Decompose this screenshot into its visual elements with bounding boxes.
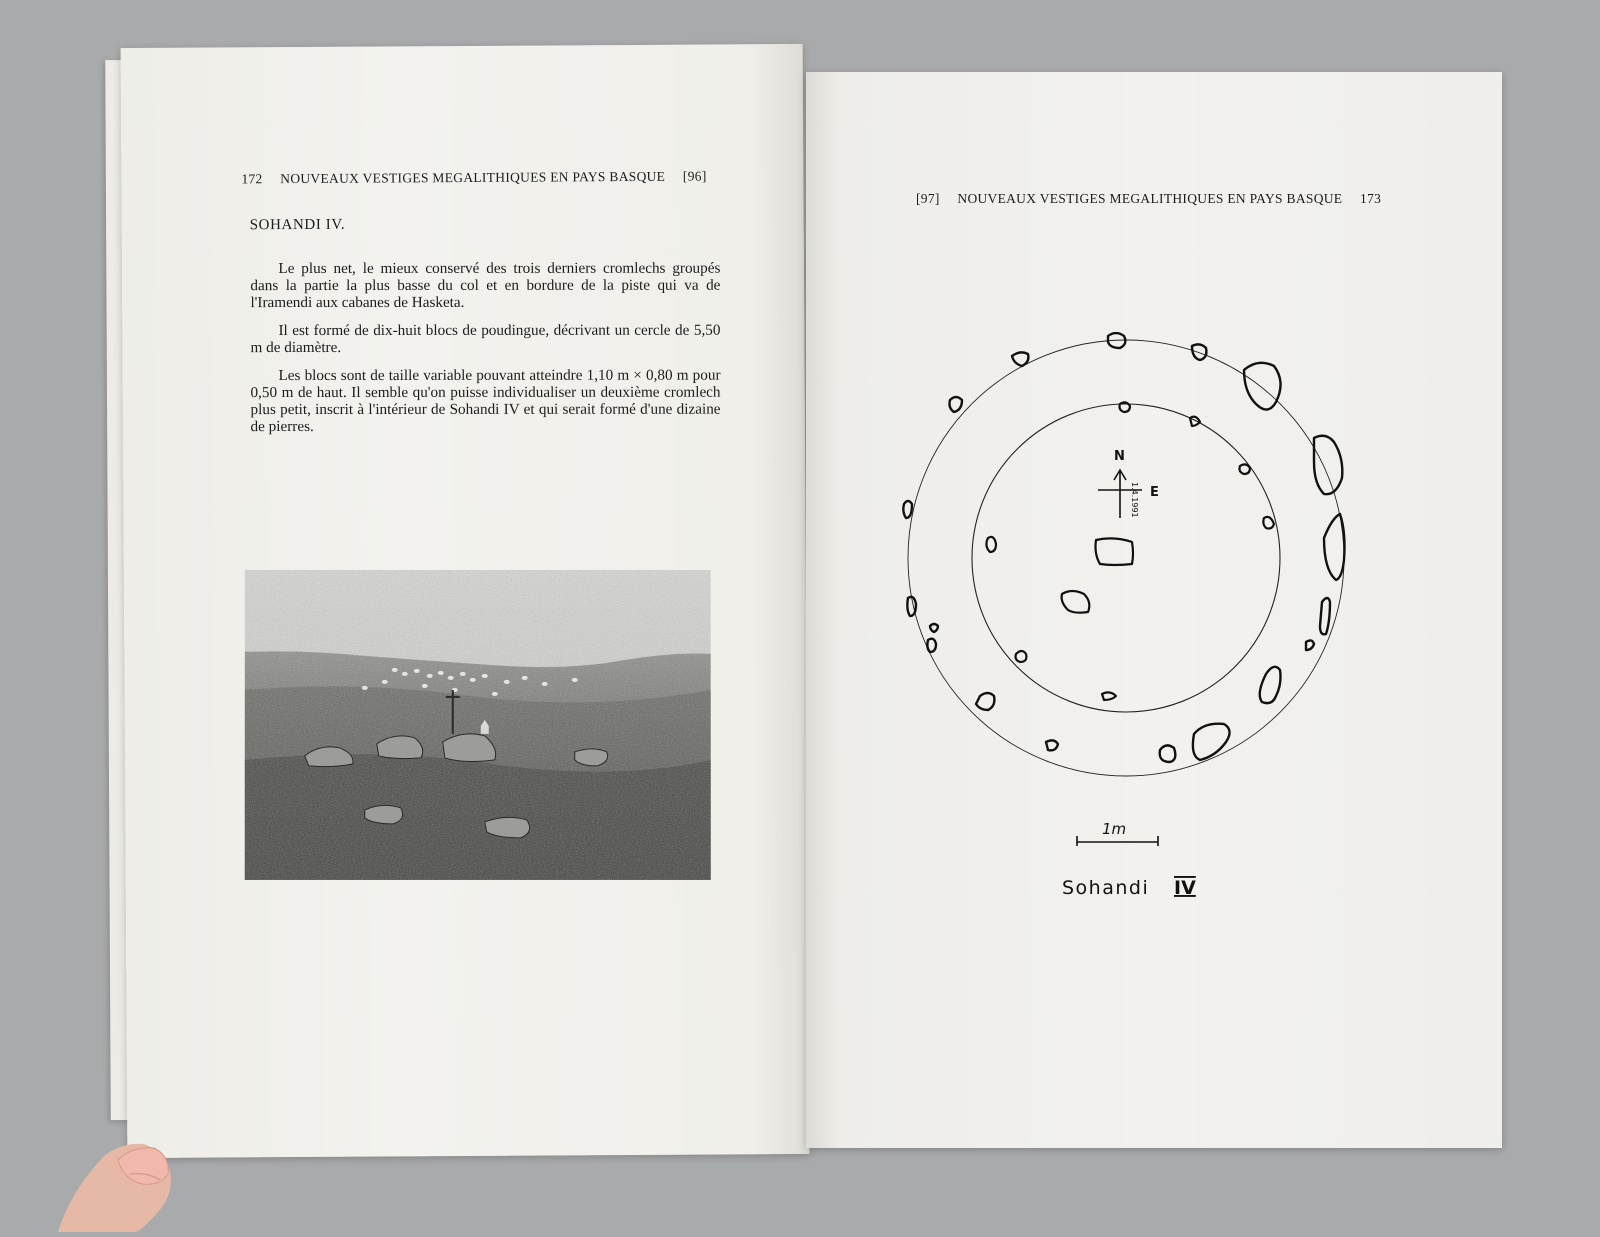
paragraph-3: Les blocs sont de taille variable pouvant atteindre 1,10 m × 0,80 m pour 0,50 m de haut. Il semble qu'on puisse individualiser un deuxième cromlech plus petit, inscrit à l'intérieur de Sohandi IV et qui serait formé d'une dizaine de pierres. [250,366,721,436]
paragraph-1: Le plus net, le mieux conservé des trois derniers cromlechs groupés dans la partie la plus basse du col et en bordure de la piste qui va de l'Iramendi aux cabanes de Hasketa. [250,259,721,312]
north-label: N [1114,449,1125,464]
section-title: SOHANDI IV. [249,216,346,234]
inner-stones [986,402,1274,700]
paragraph-2: Il est formé de dix-huit blocs de poudingue, décrivant un cercle de 5,50 m de diamètre. [250,321,721,357]
holding-finger [40,1082,190,1232]
right-bracket-number: [97] [916,191,940,206]
body-text [250,260,720,446]
inner-circle [972,404,1280,712]
cromlech-plan-drawing [896,332,1396,932]
right-page-number: 173 [1360,191,1382,206]
left-bracket-number: [96] [682,168,707,184]
right-page [806,72,1502,1148]
right-running-title: NOUVEAUX VESTIGES MEGALITHIQUES EN PAYS BASQUE [957,191,1343,206]
landscape-photo [245,570,711,880]
right-running-head [916,191,1396,207]
scale-label: 1m [1102,820,1127,838]
left-running-head [241,168,731,187]
left-running-title: NOUVEAUX VESTIGES MEGALITHIQUES EN PAYS BASQUE [280,168,666,187]
plan-caption-numeral: IV [1174,877,1196,899]
left-page-number: 172 [241,171,263,187]
left-page [121,44,810,1158]
east-label: E [1150,485,1159,500]
outer-stones [903,333,1344,762]
plan-caption-name: Sohandi [1062,877,1150,899]
orientation-note: 1.4.1991 [1130,482,1139,518]
outer-circle [908,340,1344,776]
